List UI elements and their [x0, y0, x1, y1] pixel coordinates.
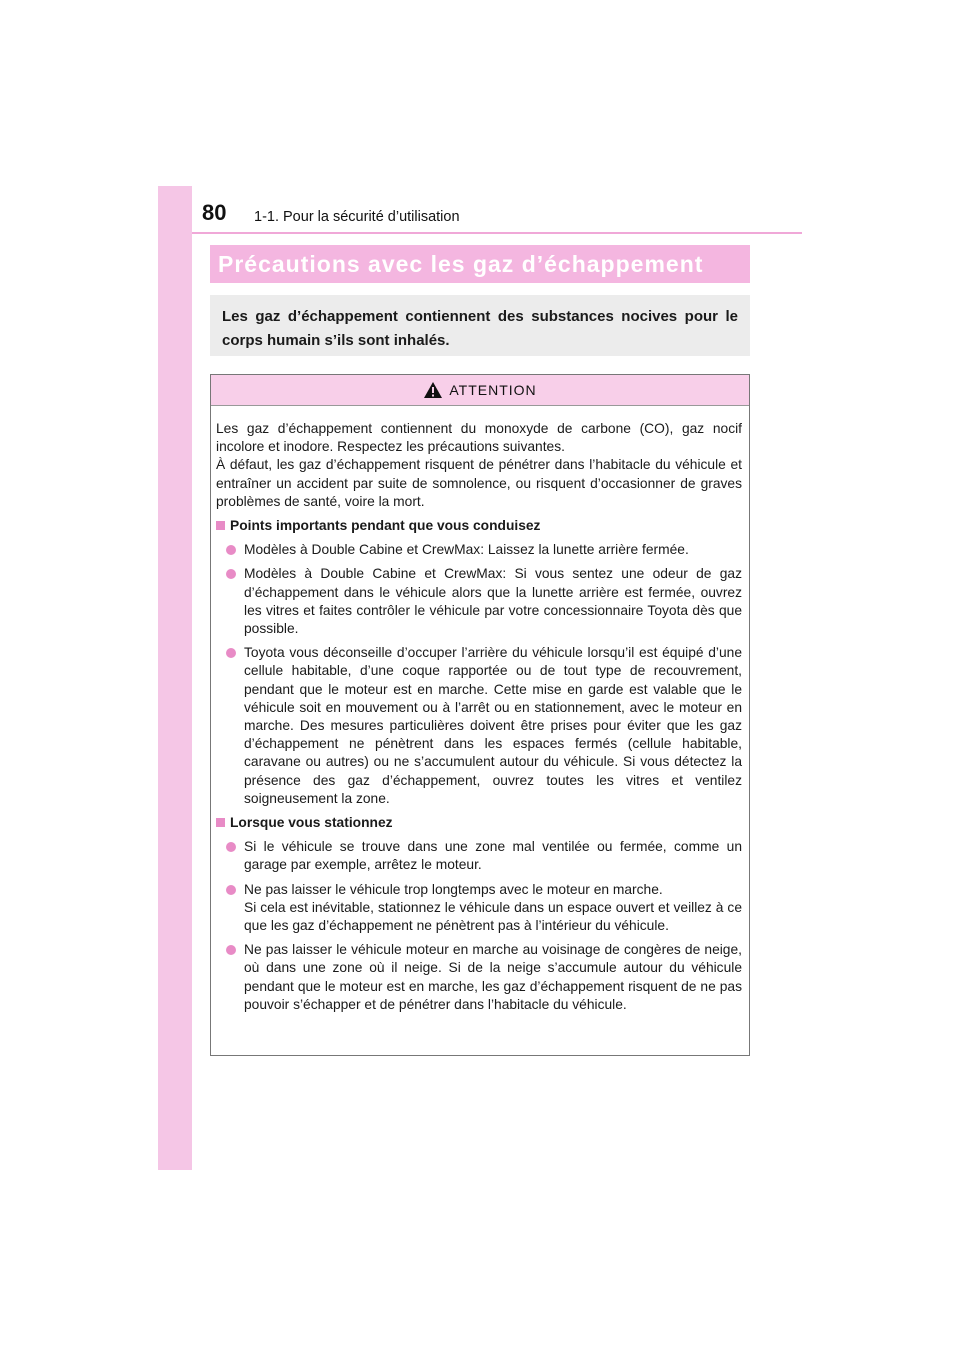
warning-label: ATTENTION — [449, 382, 537, 398]
page-title: Précautions avec les gaz d’échappement — [218, 250, 704, 277]
section-title: 1-1. Pour la sécurité d’utilisation — [254, 209, 460, 225]
warning-box — [210, 374, 750, 1056]
list-item-text: Modèles à Double Cabine et CrewMax: Laissez la lunette arrière fermée. — [244, 542, 689, 558]
round-bullet-icon — [226, 945, 236, 955]
warning-intro-2: À défaut, les gaz d’échappement risquent de pénétrer dans l’habitacle du véhicule et entraîner un accident par suite de somnolence, ou risquent d’occasionner de graves problèmes de santé, voire la mort. — [216, 457, 742, 509]
list-item-continuation: Si cela est inévitable, stationnez le véhicule dans un espace ouvert et veillez à ce que les gaz d’échappement ne pénètrent pas à l’intérieur du véhicule. — [244, 899, 742, 934]
list-item — [216, 644, 742, 808]
warning-triangle-icon — [423, 381, 443, 399]
list-item — [216, 541, 742, 559]
list-item-text: Ne pas laisser le véhicule moteur en marche au voisinage de congères de neige, où dans une zone où il neige. Si de la neige s’accumule autour du véhicule pendant que le moteur est en marche, les gaz d’échappement risquent de ne pas pouvoir s’échapper et de pénétrer dans l’habitacle du véhicule. — [244, 942, 742, 1012]
intro-box — [210, 295, 750, 356]
side-tab-strip — [158, 186, 192, 1170]
round-bullet-icon — [226, 648, 236, 658]
subheading-driving — [216, 517, 742, 535]
subheading-parking — [216, 814, 742, 832]
intro-text: Les gaz d’échappement contiennent des substances nocives pour le corps humain s’ils sont inhalés. — [222, 308, 738, 349]
square-bullet-icon — [216, 521, 225, 530]
title-banner — [210, 245, 750, 283]
warning-body — [211, 406, 749, 1014]
list-item-text: Toyota vous déconseille d’occuper l’arrière du véhicule lorsqu’il est équipé d’une cellule habitable, d’une coque rapportée ou de tout type de recouvrement, pendant que le moteur est en marche. Cette mise en garde est valable que le véhicule soit en mouvement ou à l’arrêt ou en stationnement, avec le moteur en marche. Des mesures particulières doivent être prises pour éviter que les gaz d’échappement ne pénètrent dans les espaces fermés (cellule habitable, caravane ou autres) ou ne s’accumulent autour du véhicule. Si vous détectez la présence des gaz d’échappement, ouvrez toutes les vitres et ventilez soigneusement la zone. — [244, 645, 742, 806]
header-divider — [192, 232, 802, 234]
warning-header — [211, 375, 749, 406]
list-item-text: Modèles à Double Cabine et CrewMax: Si vous sentez une odeur de gaz d’échappement dans le véhicule alors que la lunette arrière est fermée, ouvrez les vitres et faites contrôler le véhicule par votre concessionnaire Toyota dès que possible. — [244, 566, 742, 637]
warning-intro-1: Les gaz d’échappement contiennent du monoxyde de carbone (CO), gaz nocif incolore et inodore. Respectez les précautions suivantes. — [216, 421, 742, 455]
list-item — [216, 838, 742, 874]
round-bullet-icon — [226, 545, 236, 555]
list-item — [216, 941, 742, 1014]
list-item — [216, 881, 742, 936]
round-bullet-icon — [226, 569, 236, 579]
list-item-text — [244, 881, 742, 936]
subheading-text: Points importants pendant que vous conduisez — [230, 518, 541, 534]
page-number: 80 — [202, 200, 227, 225]
list-item — [216, 565, 742, 638]
list-item-line: Ne pas laisser le véhicule trop longtemps avec le moteur en marche. — [244, 881, 663, 897]
square-bullet-icon — [216, 818, 225, 827]
round-bullet-icon — [226, 885, 236, 895]
list-item-text: Si le véhicule se trouve dans une zone mal ventilée ou fermée, comme un garage par exemple, arrêtez le moteur. — [244, 839, 742, 873]
round-bullet-icon — [226, 842, 236, 852]
subheading-text: Lorsque vous stationnez — [230, 815, 393, 831]
